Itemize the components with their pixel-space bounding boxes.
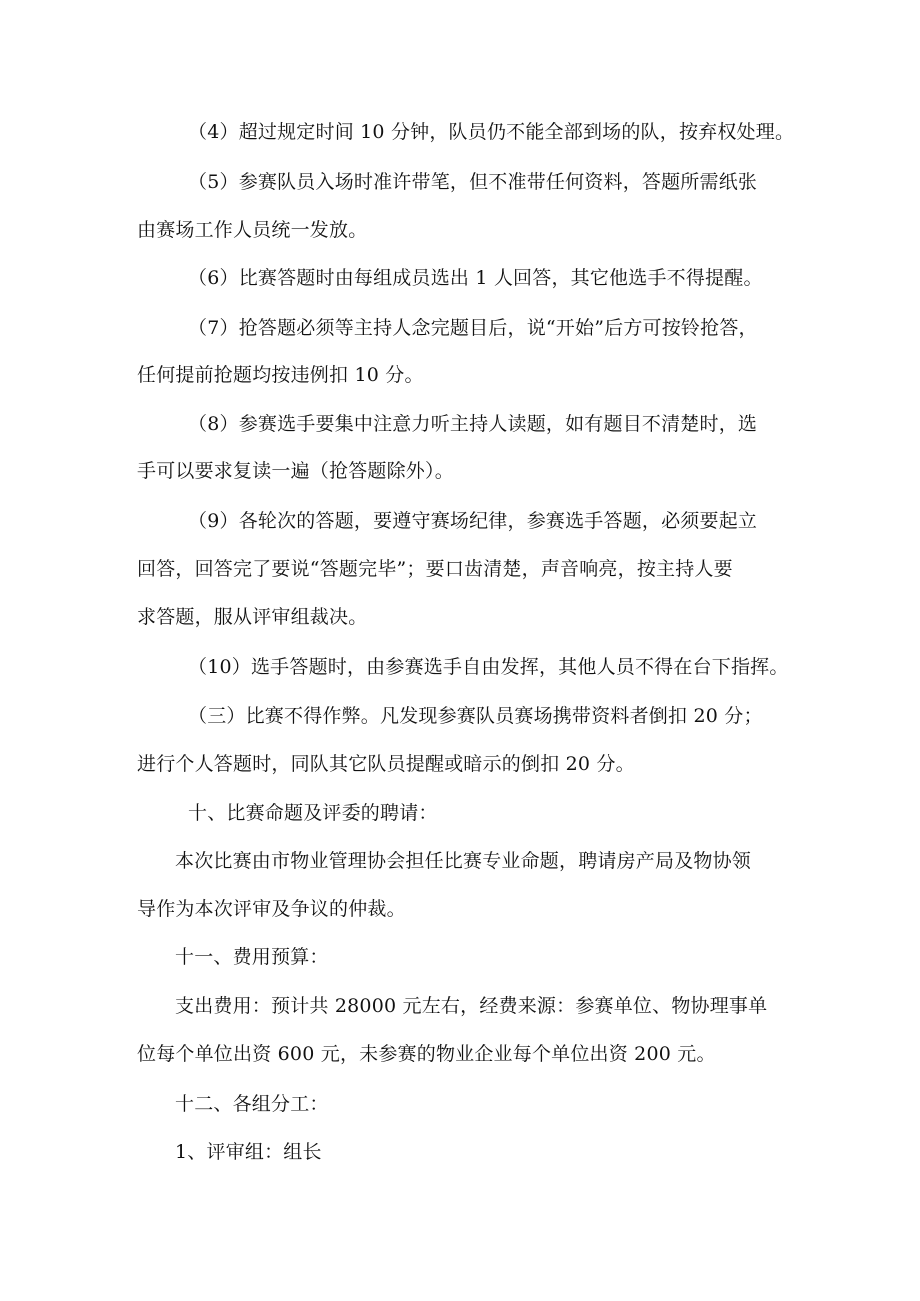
rule-8: （8）参赛选手要集中注意力听主持人读题，如有题目不清楚时，选 [188,413,758,435]
rule-6: （6）比赛答题时由每组成员选出 1 人回答，其它他选手不得提醒。 [188,267,763,289]
section-10-body: 本次比赛由市物业管理协会担任比赛专业命题，聘请房产局及物协领 [175,850,752,872]
rule-5-cont: 由赛场工作人员统一发放。 [137,219,368,241]
section-12-item-1: 1、评审组：组长 [175,1141,322,1163]
heading-12: 十二、各组分工： [175,1093,329,1115]
rule-10: （10）选手答题时，由参赛选手自由发挥，其他人员不得在台下指挥。 [188,656,789,678]
rule-9: （9）各轮次的答题，要遵守赛场纪律，参赛选手答题，必须要起立 [188,510,758,532]
rule-4: （4）超过规定时间 10 分钟，队员仍不能全部到场的队，按弃权处理。 [188,121,795,143]
section-3-cont: 进行个人答题时，同队其它队员提醒或暗示的倒扣 20 分。 [137,753,635,775]
section-11-body: 支出费用：预计共 28000 元左右，经费来源：参赛单位、物协理事单 [175,995,768,1017]
heading-10: 十、比赛命题及评委的聘请： [188,802,438,824]
rule-7-cont: 任何提前抢题均按违例扣 10 分。 [137,364,424,386]
rule-9-cont-2: 求答题，服从评审组裁决。 [137,606,368,628]
section-3: （三）比赛不得作弊。凡发现参赛队员赛场携带资料者倒扣 20 分； [188,705,763,727]
rule-7: （7）抢答题必须等主持人念完题目后，说“开始”后方可按铃抢答， [188,317,758,339]
rule-5: （5）参赛队员入场时准许带笔，但不准带任何资料，答题所需纸张 [188,171,758,193]
section-10-body-cont: 导作为本次评审及争议的仲裁。 [137,898,406,920]
section-11-body-cont: 位每个单位出资 600 元，未参赛的物业企业每个单位出资 200 元。 [137,1043,716,1065]
heading-11: 十一、费用预算： [175,946,329,968]
rule-8-cont: 手可以要求复读一遍（抢答题除外）。 [137,460,454,482]
rule-9-cont-1: 回答，回答完了要说“答题完毕”；要口齿清楚，声音响亮，按主持人要 [137,558,733,580]
